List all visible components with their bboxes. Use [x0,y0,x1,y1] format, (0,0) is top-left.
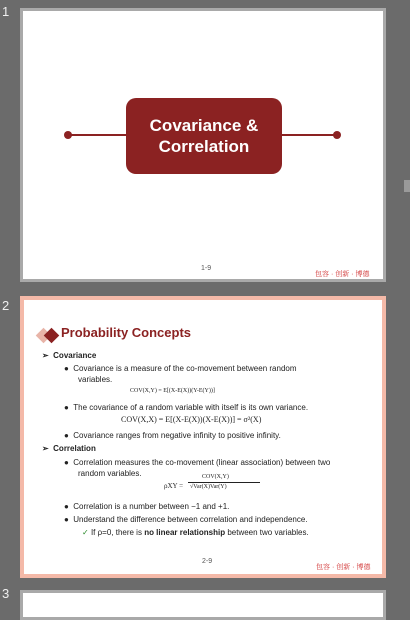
slide-number: 2 [2,298,10,313]
slide-title-line2: Correlation [158,137,250,156]
brand-slogan: 包容 · 创新 · 博德 [316,564,371,571]
bullet-item: ● Correlation measures the co-movement (linear association) between two [64,458,331,467]
bullet-continuation: random variables. [78,469,142,478]
page-number: 2-9 [202,558,213,565]
brand-slogan: 包容 · 创新 · 博德 [315,271,370,278]
slide-thumbnail-2[interactable] [20,296,386,578]
correlation-formula-denominator: √Var(X)Var(Y) [190,484,227,490]
slide-thumbnail-1[interactable] [20,8,386,282]
bullet-item: ● Covariance is a measure of the co-movement between random [64,364,297,373]
slide-title-line1: Covariance & [149,116,259,135]
correlation-formula-lhs: ρXY = [164,482,184,490]
variance-formula: COV(X,X) = E[(X-E(X))(X-E(X))] = σ²(X) [121,415,262,424]
check-item: ✓ If ρ=0, there is no linear relationship between two variables. [82,528,309,537]
bullet-item: ● Understand the difference between correlation and independence. [64,515,308,524]
section-heading-correlation: ➢ Correlation [42,444,96,453]
slide-title-box [126,98,282,174]
title-connector-right [281,134,336,136]
bullet-item: ● Covariance ranges from negative infinity to positive infinity. [64,431,281,440]
checkmark-icon: ✓ [82,528,89,537]
correlation-formula-numerator: COV(X,Y) [202,474,229,480]
section-heading-covariance: ➢ Covariance [42,351,97,360]
bullet-item: ● Correlation is a number between −1 and +1. [64,502,230,511]
slide-thumbnail-3[interactable] [20,590,386,620]
bullet-item: ● The covariance of a random variable with itself is its own variance. [64,403,309,412]
scrollbar-thumb[interactable] [404,180,410,192]
connector-dot-left [64,131,72,139]
connector-dot-right [333,131,341,139]
covariance-formula: COV(X,Y) = E[(X-E(X))(Y-E(Y))] [130,388,215,394]
slide-title: Probability Concepts [61,325,192,340]
title-connector-left [68,134,128,136]
fraction-bar [188,482,260,483]
page-number: 1-9 [201,265,212,272]
slide-number: 1 [2,4,10,19]
bullet-continuation: variables. [78,375,113,384]
slide-number: 3 [2,586,10,601]
